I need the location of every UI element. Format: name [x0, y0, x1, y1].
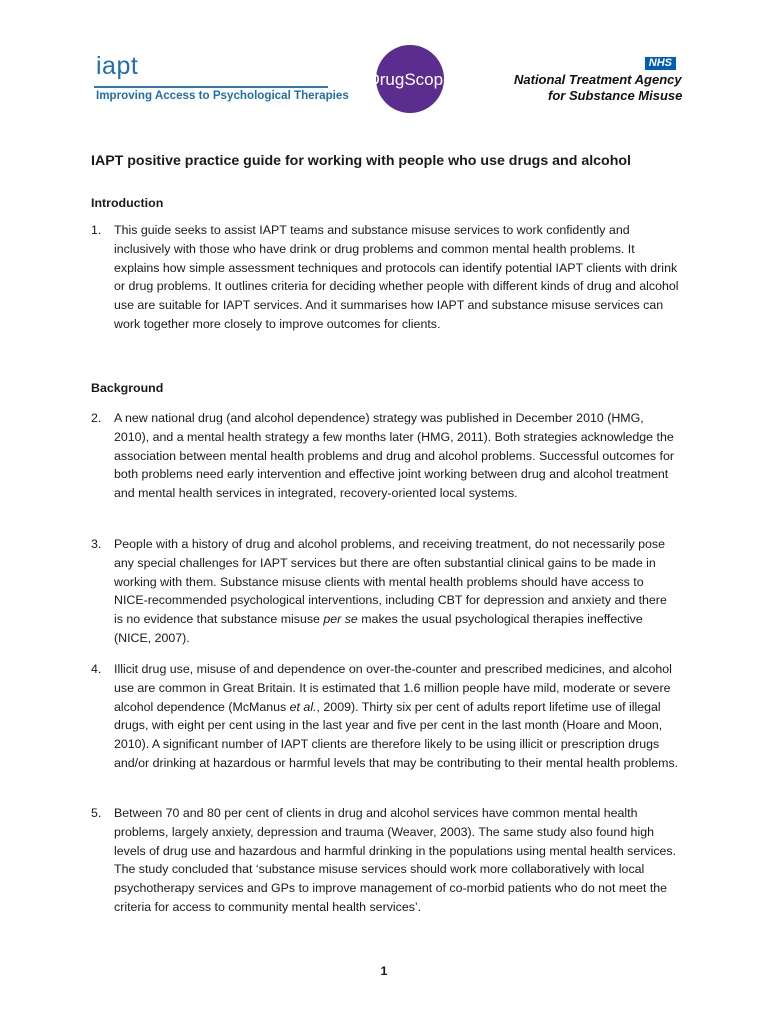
paragraph-text: Illicit drug use, misuse of and dependence on over-the-counter and prescribed medicines, and alcohol use are common in Great Britain. It is estimated that 1.6 million people have mild, moderate or severe alcohol dependence (McManus et al., 2009). Thirty six per cent of adults report lifetime use of illegal drugs, with eight per cent using in the last year and five per cent in the last month (Hoare and Moon, 2010). A significant number of IAPT clients are therefore likely to be using illicit or prescription drugs and/or drinking at hazardous or harmful levels that may be contributing to their mental health problems. [114, 662, 679, 770]
paragraph-number: 5. [91, 806, 102, 820]
numbered-paragraph [91, 409, 679, 503]
numbered-paragraph [91, 535, 679, 648]
paragraph-number: 4. [91, 662, 102, 676]
heading-introduction: Introduction [91, 196, 164, 210]
paragraph-text: People with a history of drug and alcohol problems, and receiving treatment, do not necessarily pose any special challenges for IAPT services but there are often substantial clinical gains to be made in working with them. Substance misuse clients with mental health problems should have access to NICE-recommended psychological interventions, including CBT for depression and anxiety and there is no evidence that substance misuse per se makes the usual psychological therapies ineffective (NICE, 2007). [114, 537, 667, 645]
nta-name-line1: National Treatment Agency [514, 72, 682, 87]
nhs-badge: NHS [645, 57, 676, 70]
paragraph-number: 2. [91, 411, 102, 425]
numbered-paragraph [91, 221, 679, 334]
paragraph-text: Between 70 and 80 per cent of clients in drug and alcohol services have common mental health problems, largely anxiety, depression and trauma (Weaver, 2003). The same study also found high levels of drug use and hazardous and harmful drinking in the populations using mental health services. The study concluded that ‘substance misuse services should work more collaboratively with local psychotherapy services and GPs to improve management of co-morbid patients who do not meet the criteria for access to community mental health services’. [114, 806, 677, 914]
numbered-paragraph [91, 660, 679, 773]
italic-term: per se [323, 612, 358, 627]
drugscope-logo [354, 44, 466, 114]
iapt-logo-rule [94, 86, 328, 88]
numbered-paragraph [91, 804, 679, 917]
document-body [91, 150, 681, 914]
heading-background: Background [91, 381, 164, 395]
page-number: 1 [380, 964, 388, 978]
paragraph-number: 3. [91, 537, 102, 551]
italic-term: et al. [289, 699, 317, 714]
nta-logo [510, 57, 683, 105]
iapt-logo-word: iapt [96, 52, 139, 80]
paragraph-text: A new national drug (and alcohol dependence) strategy was published in December 2010 (HMG, 2010), and a mental health strategy a few months later (HMG, 2011). Both strategies acknowledge the association between mental health problems and drug and alcohol problems. Successful outcomes for both problems need early intervention and effective joint working between drug and alcohol treatment and mental health services in integrated, recovery-oriented local systems. [114, 411, 674, 501]
document-title: IAPT positive practice guide for working with people who use drugs and alcohol [91, 153, 631, 169]
iapt-logo [94, 52, 349, 106]
paragraph-text: This guide seeks to assist IAPT teams and substance misuse services to work confidently and inclusively with those who have drink or drug problems and common mental health problems. It explains how simple assessment techniques and protocols can identify potential IAPT clients with drink or drug problems. It outlines criteria for deciding whether people with different kinds of drug and alcohol use are suitable for IAPT services. And it summarises how IAPT and substance misuse services can work together more closely to improve outcomes for clients. [114, 223, 679, 331]
paragraph-number: 1. [91, 223, 102, 237]
iapt-logo-subtitle: Improving Access to Psychological Therapies [96, 89, 349, 102]
drugscope-logo-text: DrugScope [367, 70, 453, 89]
page-header [0, 0, 768, 130]
nta-name-line2: for Substance Misuse [548, 88, 683, 103]
